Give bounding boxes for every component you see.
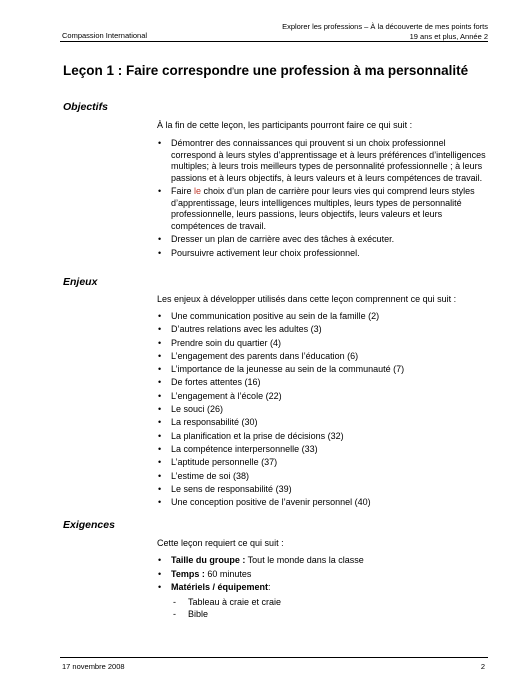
list-item: • Le souci (26) [157,403,487,416]
bullet-icon: • [158,138,162,148]
bullet-icon: • [158,186,162,196]
list-item: • Le sens de responsabilité (39) [157,483,487,496]
bullet-icon: • [158,404,162,415]
list-item: • Taille du groupe : Tout le monde dans la classe [157,554,487,568]
bullet-icon: • [158,483,162,494]
bullet-icon: • [158,457,162,468]
list-item: • Une communication positive au sein de la famille (2) [157,310,487,323]
footer-date: 17 novembre 2008 [62,662,125,671]
list-item: • L’engagement des parents dans l’éducation (6) [157,350,487,363]
page-number: 2 [480,662,485,671]
list-item: - Tableau à craie et craie [173,597,282,607]
bullet-icon: • [158,311,162,321]
list-item: • L’importance de la jeunesse au sein de la communauté (7) [157,363,487,376]
bullet-icon: • [158,497,162,508]
list-item: • La responsabilité (30) [157,416,487,429]
bullet-icon: • [158,430,162,441]
header-org: Compassion International [62,31,148,40]
enjeux-list [157,310,487,509]
objectifs-heading: Objectifs [63,101,108,113]
list-item: • Temps : 60 minutes [157,568,487,582]
list-item: • Prendre soin du quartier (4) [157,337,487,350]
list-item: • L’aptitude personnelle (37) [157,456,487,469]
list-item: • Faire le choix d’un plan de carrière pour leurs vies qui comprend leurs styles d’apprentissage, leurs intelligences multiples, leurs types de personnalité professionnelle, leurs passions, leurs objectifs, leurs valeurs et leurs compétences de travail. [158,186,475,231]
list-item: • D’autres relations avec les adultes (3) [157,323,487,336]
objectifs-list [157,138,487,261]
bullet-icon: • [158,324,162,335]
doc-title: Explorer les professions – À la découverte de mes points forts [282,22,488,31]
materiel-sublist [173,596,281,620]
list-item: • De fortes attentes (16) [157,376,487,389]
header-right [282,22,488,41]
lesson-title: Leçon 1 : Faire correspondre une profession à ma personnalité [63,63,469,78]
exigences-intro: Cette leçon requiert ce qui suit : [157,538,284,548]
dash-icon: - [173,597,176,607]
list-item: • Dresser un plan de carrière avec des tâches à exécuter. [158,234,395,244]
list-item: • Poursuivre activement leur choix professionnel. [158,247,360,258]
list-item: • La planification et la prise de décisions (32) [157,430,487,443]
bullet-icon: • [158,470,162,481]
list-item: • Une conception positive de l’avenir personnel (40) [157,496,487,509]
bullet-icon: • [158,417,162,428]
bullet-icon: • [158,582,162,592]
exigences-list [157,554,487,595]
bullet-icon: • [158,443,162,454]
bullet-icon: • [158,390,162,401]
bullet-icon: • [158,247,162,258]
dash-icon: - [173,609,176,619]
list-item: • Matériels / équipement: [157,581,487,595]
bullet-icon: • [158,337,162,348]
list-item: • L’engagement à l’école (22) [157,390,487,403]
bullet-icon: • [158,234,162,244]
enjeux-heading: Enjeux [63,276,98,288]
bullet-icon: • [158,555,162,565]
list-item: - Bible [173,609,209,619]
bullet-icon: • [158,377,162,388]
objectifs-intro: À la fin de cette leçon, les participants pourront faire ce qui suit : [157,120,413,130]
list-item: • La compétence interpersonnelle (33) [157,443,487,456]
list-item: • L’estime de soi (38) [157,470,487,483]
enjeux-intro: Les enjeux à développer utilisés dans cette leçon comprennent ce qui suit : [157,294,457,304]
header-rule [60,41,488,42]
footer-rule [60,657,488,658]
list-item: • Démontrer des connaissances qui prouvent si un choix professionnel correspond à leurs styles d’apprentissage et à leurs préférences d’intelligences multiples; à leurs trois meilleurs types de personnalité professionnelle ; à leurs passions et à leurs objectifs, à leurs valeurs et à leurs compétences de travail. [158,138,486,183]
bullet-icon: • [158,568,162,579]
bullet-icon: • [158,364,162,375]
audience: 19 ans et plus, Année 2 [409,31,488,41]
exigences-heading: Exigences [63,519,115,531]
bullet-icon: • [158,350,162,361]
